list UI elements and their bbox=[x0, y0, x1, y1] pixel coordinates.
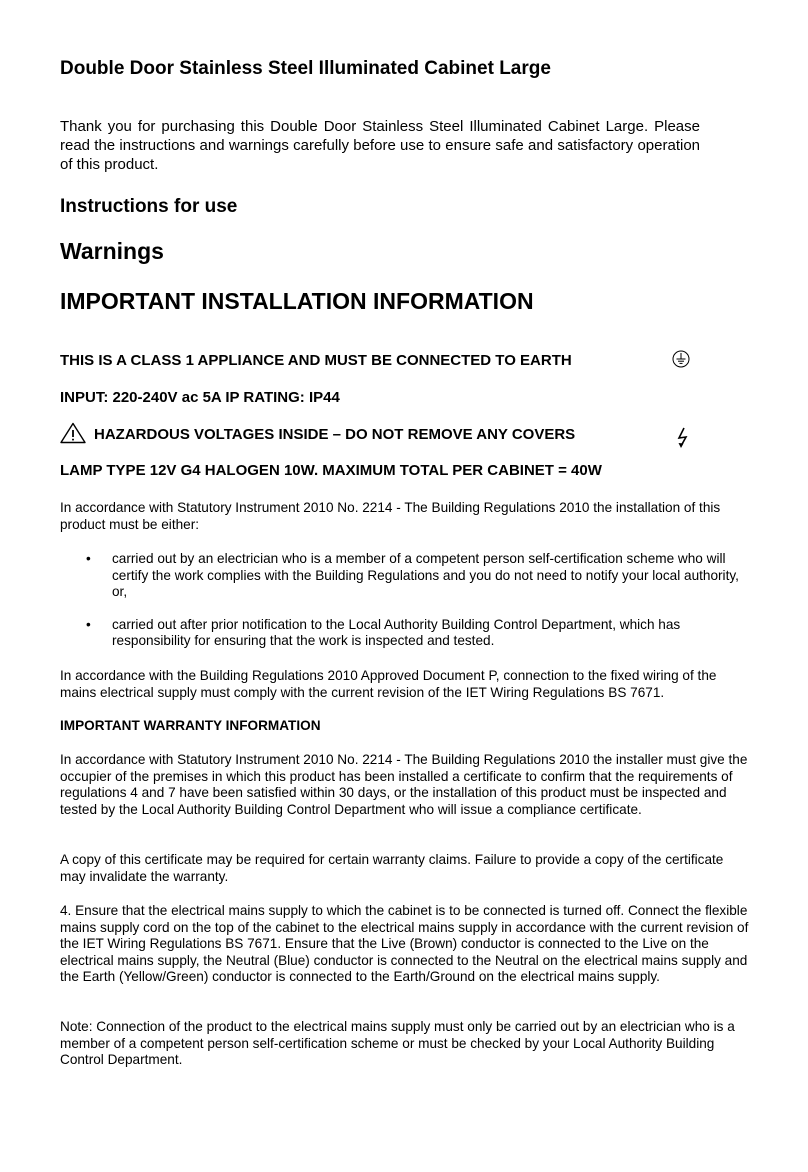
installation-info-heading: IMPORTANT INSTALLATION INFORMATION bbox=[60, 288, 534, 314]
bullet-marker: • bbox=[86, 551, 91, 566]
warranty-heading: IMPORTANT WARRANTY INFORMATION bbox=[60, 718, 321, 733]
bullet-marker: • bbox=[86, 616, 91, 632]
note-paragraph: Note: Connection of the product to the electrical mains supply must only be carried out by an electrician who is a member of a competent person self-certification scheme or must be checked by your Local Authority Building Control Department. bbox=[60, 1019, 735, 1067]
instructions-heading: Instructions for use bbox=[60, 196, 238, 217]
lamp-type: LAMP TYPE 12V G4 HALOGEN 10W. MAXIMUM TOTAL PER CABINET = 40W bbox=[60, 462, 602, 479]
warnings-heading: Warnings bbox=[60, 238, 164, 264]
connection-steps-paragraph: 4. Ensure that the electrical mains supply to which the cabinet is to be connected is turned off. Connect the flexible mains supply cord on the top of the cabinet to the electrical mains supply in accordance with the current revision of the IET Wiring Regulations BS 7671. Ensure that the Live (Brown) conductor is connected to the Live on the electrical mains supply, the Neutral (Blue) conductor is connected to the Neutral on the electrical mains supply and the Earth (Yellow/Green) conductor is connected to the Earth/Ground on the electrical mains supply. bbox=[60, 903, 749, 984]
class1-notice: THIS IS A CLASS 1 APPLIANCE AND MUST BE CONNECTED TO EARTH bbox=[60, 352, 572, 369]
hazard-warning: HAZARDOUS VOLTAGES INSIDE – DO NOT REMOVE ANY COVERS bbox=[94, 426, 576, 443]
warning-triangle-icon bbox=[60, 422, 86, 444]
approved-document-paragraph: In accordance with the Building Regulations 2010 Approved Document P, connection to the fixed wiring of the mains electrical supply must comply with the current revision of the IET Wiring Regulations BS 7671. bbox=[60, 668, 717, 700]
earth-ground-icon bbox=[672, 350, 690, 368]
installation-options-list bbox=[60, 551, 750, 650]
input-rating: INPUT: 220-240V ac 5A IP RATING: IP44 bbox=[60, 389, 340, 406]
intro-paragraph: Thank you for purchasing this Double Door Stainless Steel Illuminated Cabinet Large. Please read the instructions and warnings carefully before use to ensure safe and satisfactory operation of this product. bbox=[60, 118, 700, 173]
certificate-paragraph: A copy of this certificate may be required for certain warranty claims. Failure to provide a copy of the certificate may invalidate the warranty. bbox=[60, 852, 724, 884]
document-title: Double Door Stainless Steel Illuminated Cabinet Large bbox=[60, 58, 551, 79]
list-item: • carried out by an electrician who is a member of a competent person self-certification scheme who will certify the work complies with the Building Regulations and you do not need to notify your local authority, or, bbox=[86, 551, 739, 599]
regulations-paragraph: In accordance with Statutory Instrument 2010 No. 2214 - The Building Regulations 2010 the installation of this product must be either: bbox=[60, 500, 721, 532]
list-item: • carried out after prior notification to the Local Authority Building Control Department, which has responsibility for ensuring that the work is inspected and tested. bbox=[86, 616, 681, 648]
warranty-paragraph: In accordance with Statutory Instrument 2010 No. 2214 - The Building Regulations 2010 the installer must give the occupier of the premises in which this product has been installed a certificate to confirm that the requirements of regulations 4 and 7 have been satisfied within 30 days, or the installation of this product must be inspected and tested by the Local Authority Building Control Department who will issue a compliance certificate. bbox=[60, 752, 748, 817]
lightning-bolt-icon bbox=[676, 427, 690, 449]
